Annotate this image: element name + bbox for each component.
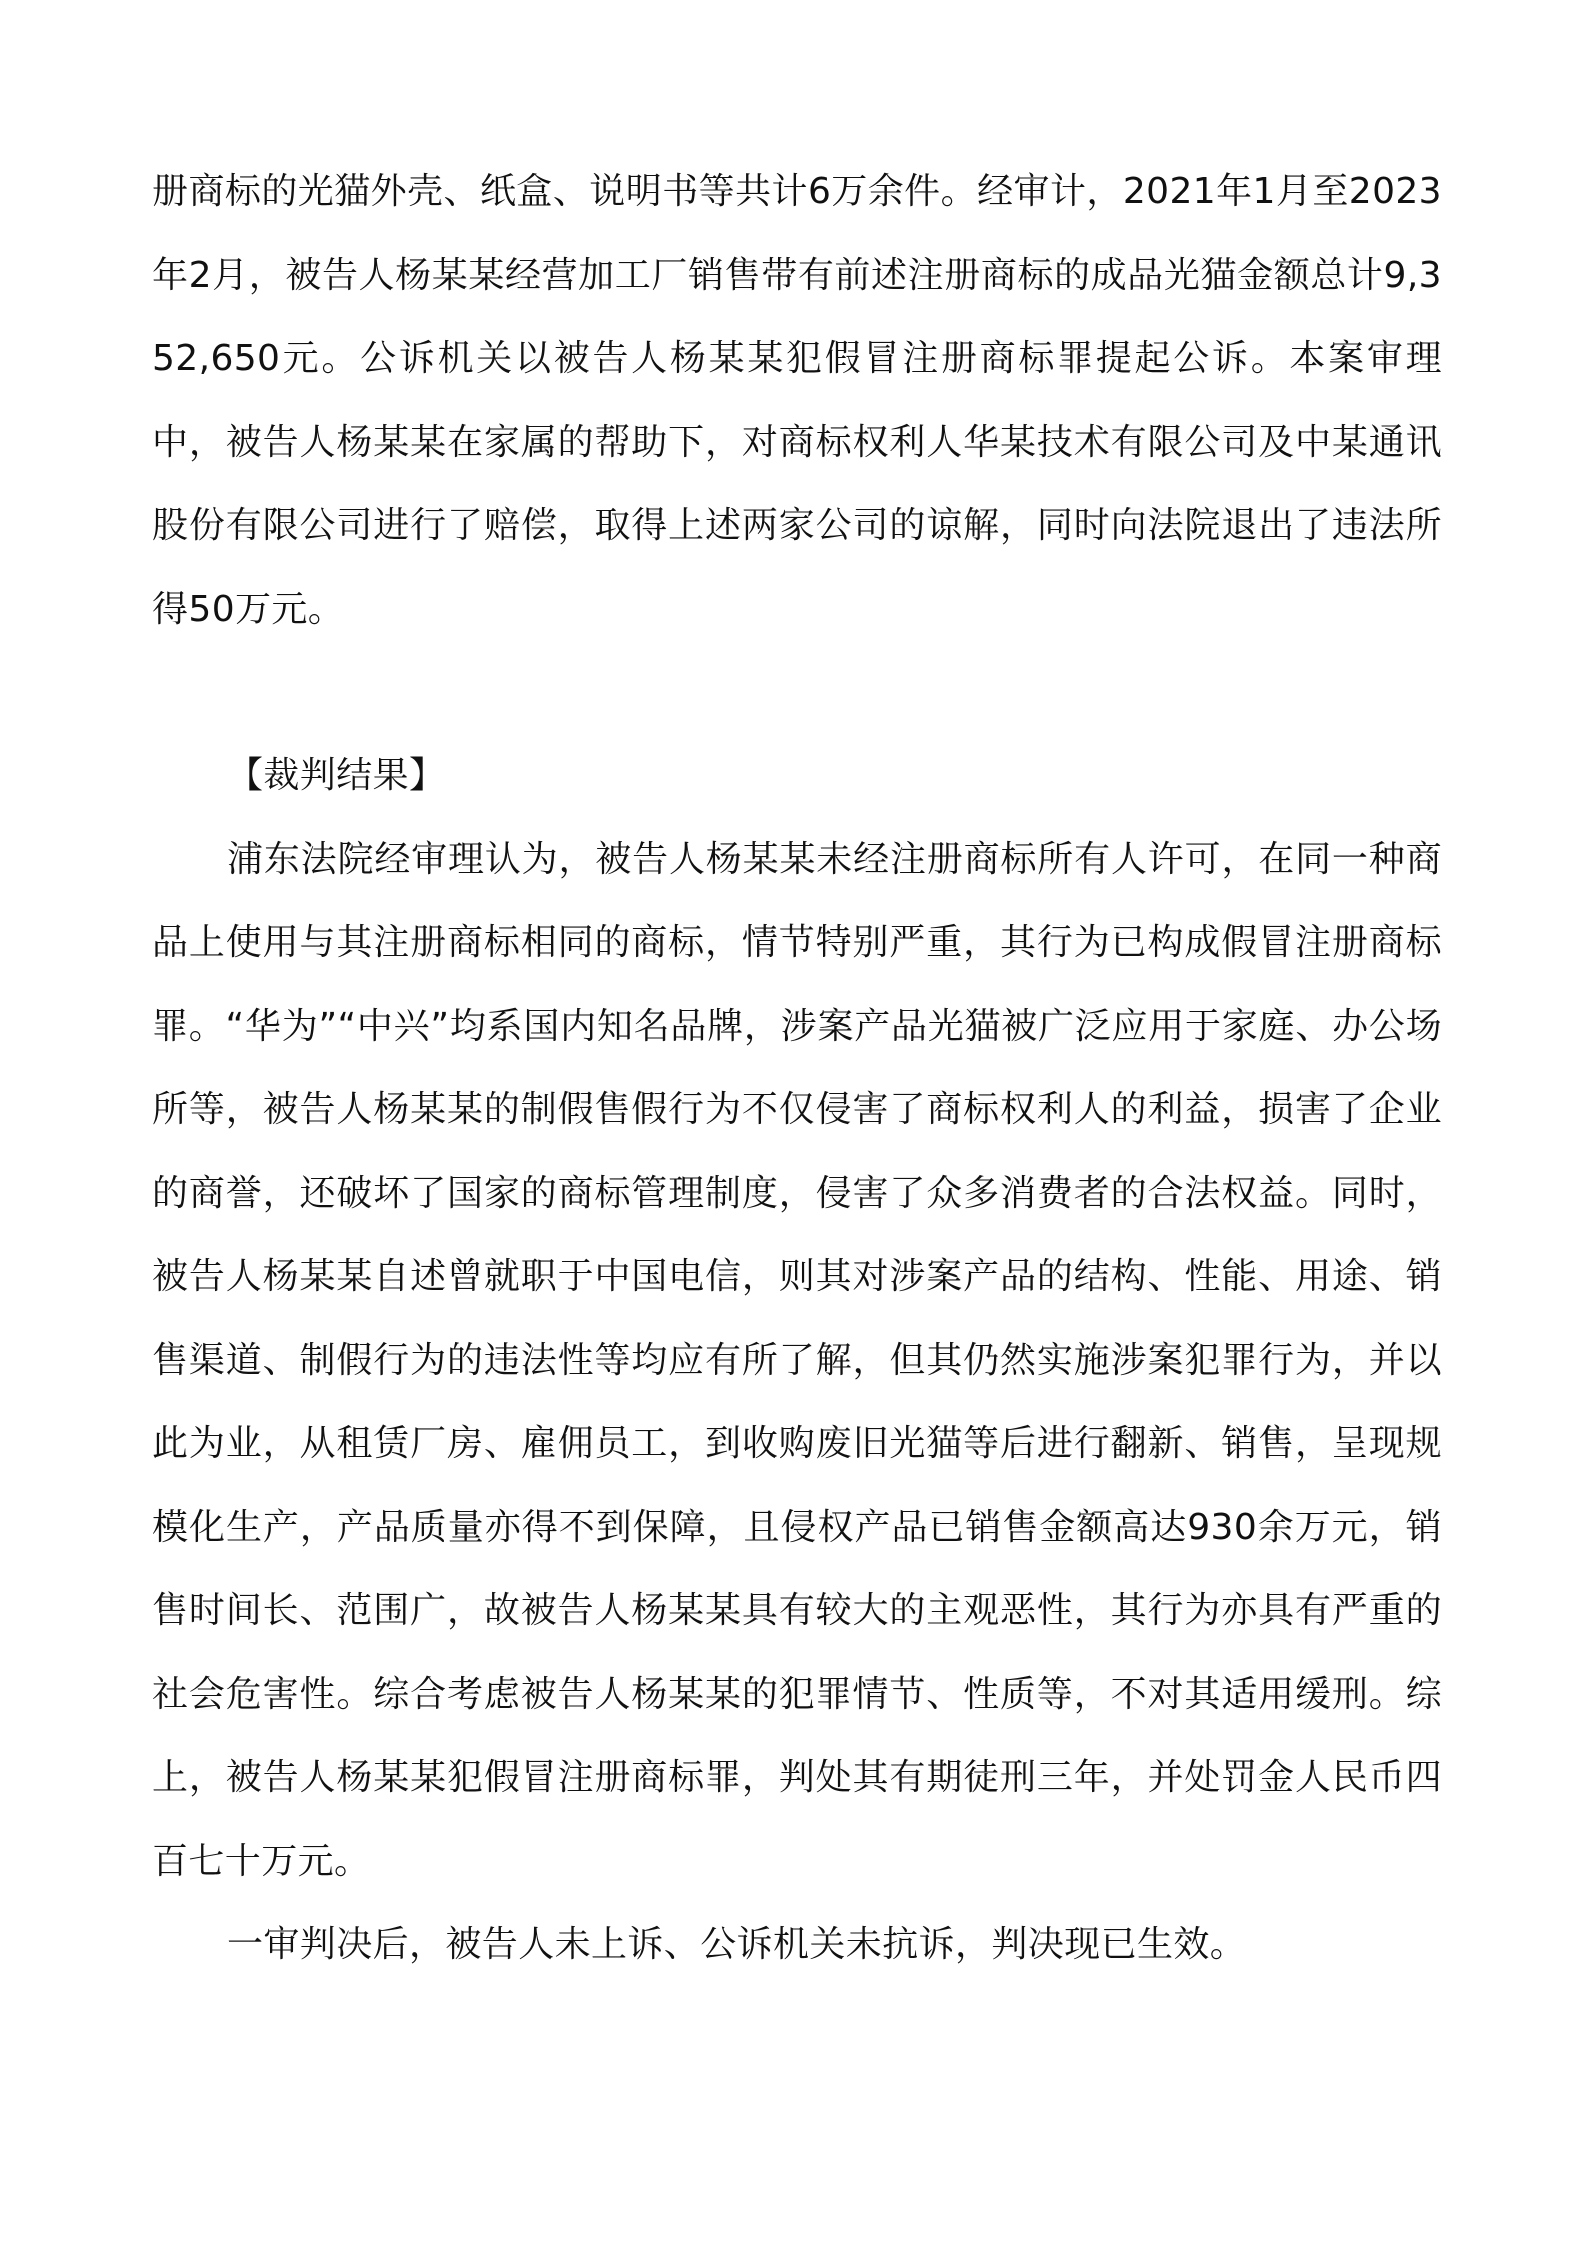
document-page [152,150,1442,1987]
paragraph-judgment-effective: 一审判决后，被告人未上诉、公诉机关未抗诉，判决现已生效。 [227,1924,1247,1965]
paragraph-judgment-reasoning: 浦东法院经审理认为，被告人杨某某未经注册商标所有人许可，在同一种商品上使用与其注册商标相同的商标，情节特别严重，其行为已构成假冒注册商标罪。“华为”“中兴”均系国内知名品牌，涉案产品光猫被广泛应用于家庭、办公场所等，被告人杨某某的制假售假行为不仅侵害了商标权利人的利益，损害了企业的商誉，还破坏了国家的商标管理制度，侵害了众多消费者的合法权益。同时，被告人杨某某自述曾就职于中国电信，则其对涉案产品的结构、性能、用途、销售渠道、制假行为的违法性等均应有所了解，但其仍然实施涉案犯罪行为，并以此为业，从租赁厂房、雇佣员工，到收购废旧光猫等后进行翻新、销售，呈现规模化生产，产品质量亦得不到保障，且侵权产品已销售金额高达930余万元，销售时间长、范围广，故被告人杨某某具有较大的主观恶性，其行为亦具有严重的社会危害性。综合考虑被告人杨某某的犯罪情节、性质等，不对其适用缓刑。综上，被告人杨某某犯假冒注册商标罪，判处其有期徒刑三年，并处罚金人民币四百七十万元。 [152,838,1442,1882]
paragraph-case-facts: 册商标的光猫外壳、纸盒、说明书等共计6万余件。经审计，2021年1月至2023年2月，被告人杨某某经营加工厂销售带有前述注册商标的成品光猫金额总计9,352,650元。公诉机关以被告人杨某某犯假冒注册商标罪提起公诉。本案审理中，被告人杨某某在家属的帮助下，对商标权利人华某技术有限公司及中某通讯股份有限公司进行了赔偿，取得上述两家公司的谅解，同时向法院退出了违法所得50万元。 [152,171,1442,630]
section-heading-judgment-result: 【裁判结果】 [227,755,446,796]
